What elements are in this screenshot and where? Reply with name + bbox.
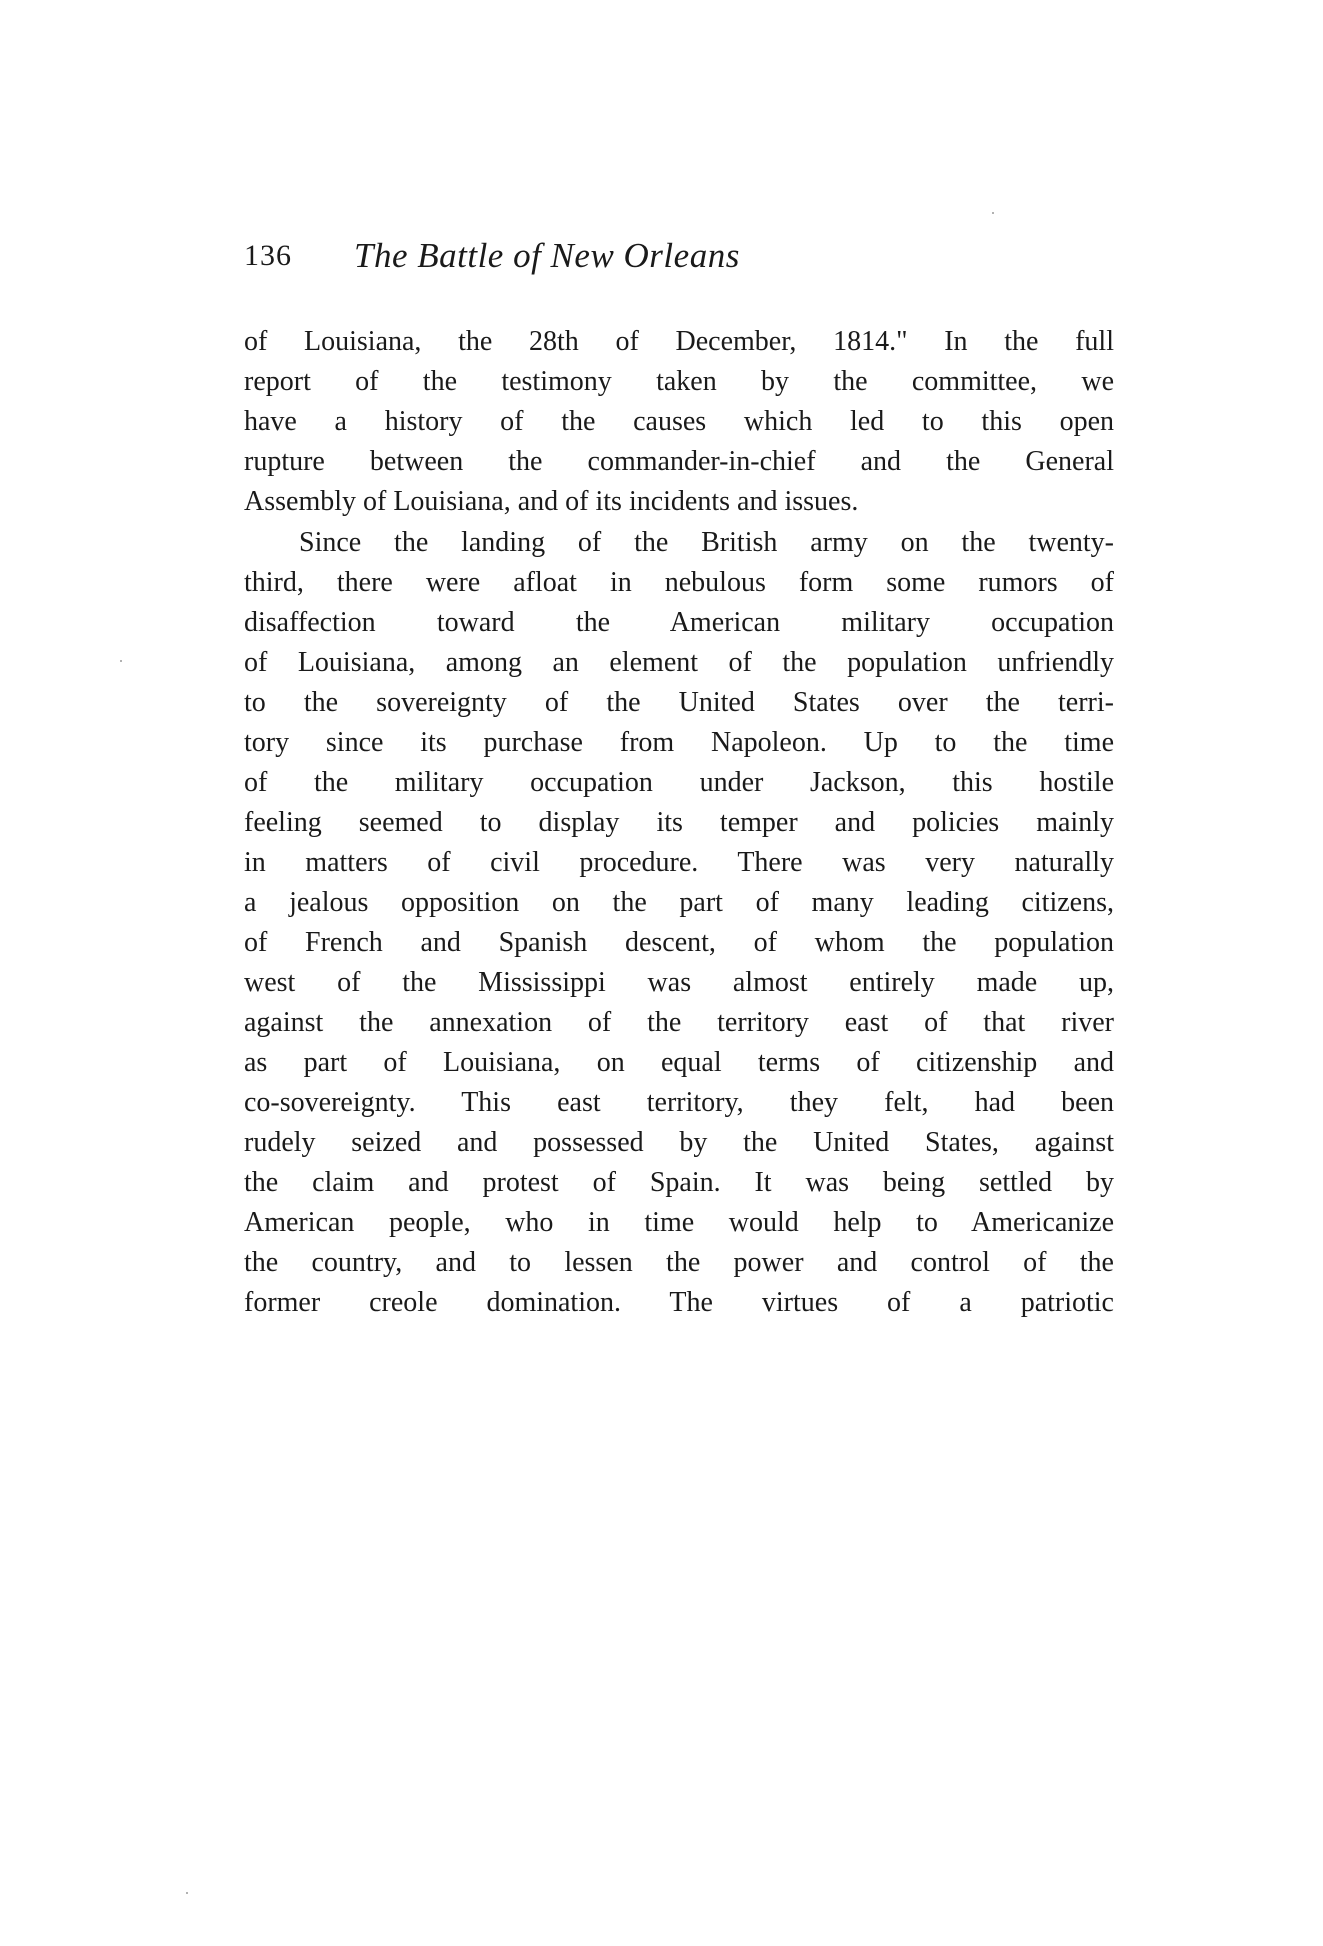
- body-text: [244, 322, 1114, 1323]
- text-line: report of the testimony taken by the committee, we: [244, 366, 1114, 397]
- running-title: The Battle of New Orleans: [354, 236, 740, 275]
- text-line: of Louisiana, the 28th of December, 1814." In the full: [244, 326, 1114, 357]
- text-line: of French and Spanish descent, of whom the population: [244, 927, 1114, 958]
- text-line: to the sovereignty of the United States over the terri-: [244, 687, 1114, 718]
- scan-speck: [992, 212, 994, 214]
- text-line: former creole domination. The virtues of a patriotic: [244, 1287, 1114, 1318]
- text-line: in matters of civil procedure. There was very naturally: [244, 847, 1114, 878]
- text-line: west of the Mississippi was almost entirely made up,: [244, 967, 1114, 998]
- text-line: feeling seemed to display its temper and policies mainly: [244, 807, 1114, 838]
- text-line: a jealous opposition on the part of many leading citizens,: [244, 887, 1114, 918]
- paragraph: [244, 322, 1114, 522]
- scan-speck: [120, 660, 122, 662]
- text-line: co-sovereignty. This east territory, they felt, had been: [244, 1087, 1114, 1118]
- paragraph: [244, 523, 1114, 1323]
- running-head: [244, 236, 1114, 276]
- text-line: as part of Louisiana, on equal terms of citizenship and: [244, 1047, 1114, 1078]
- text-line: have a history of the causes which led to this open: [244, 406, 1114, 437]
- text-line: the claim and protest of Spain. It was being settled by: [244, 1167, 1114, 1198]
- text-line: rupture between the commander-in-chief and the General: [244, 446, 1114, 477]
- text-line: of Louisiana, among an element of the population unfriendly: [244, 647, 1114, 678]
- text-line: rudely seized and possessed by the United States, against: [244, 1127, 1114, 1158]
- text-line: Assembly of Louisiana, and of its incidents and issues.: [244, 486, 859, 517]
- text-line: American people, who in time would help to Americanize: [244, 1207, 1114, 1238]
- scan-speck: [186, 1892, 188, 1894]
- text-line: third, there were afloat in nebulous form some rumors of: [244, 567, 1114, 598]
- text-line: the country, and to lessen the power and control of the: [244, 1247, 1114, 1278]
- text-line: Since the landing of the British army on the twenty-: [299, 527, 1114, 558]
- page-number: 136: [244, 239, 292, 272]
- text-line: of the military occupation under Jackson, this hostile: [244, 767, 1114, 798]
- text-line: tory since its purchase from Napoleon. Up to the time: [244, 727, 1114, 758]
- text-line: disaffection toward the American military occupation: [244, 607, 1114, 638]
- text-line: against the annexation of the territory east of that river: [244, 1007, 1114, 1038]
